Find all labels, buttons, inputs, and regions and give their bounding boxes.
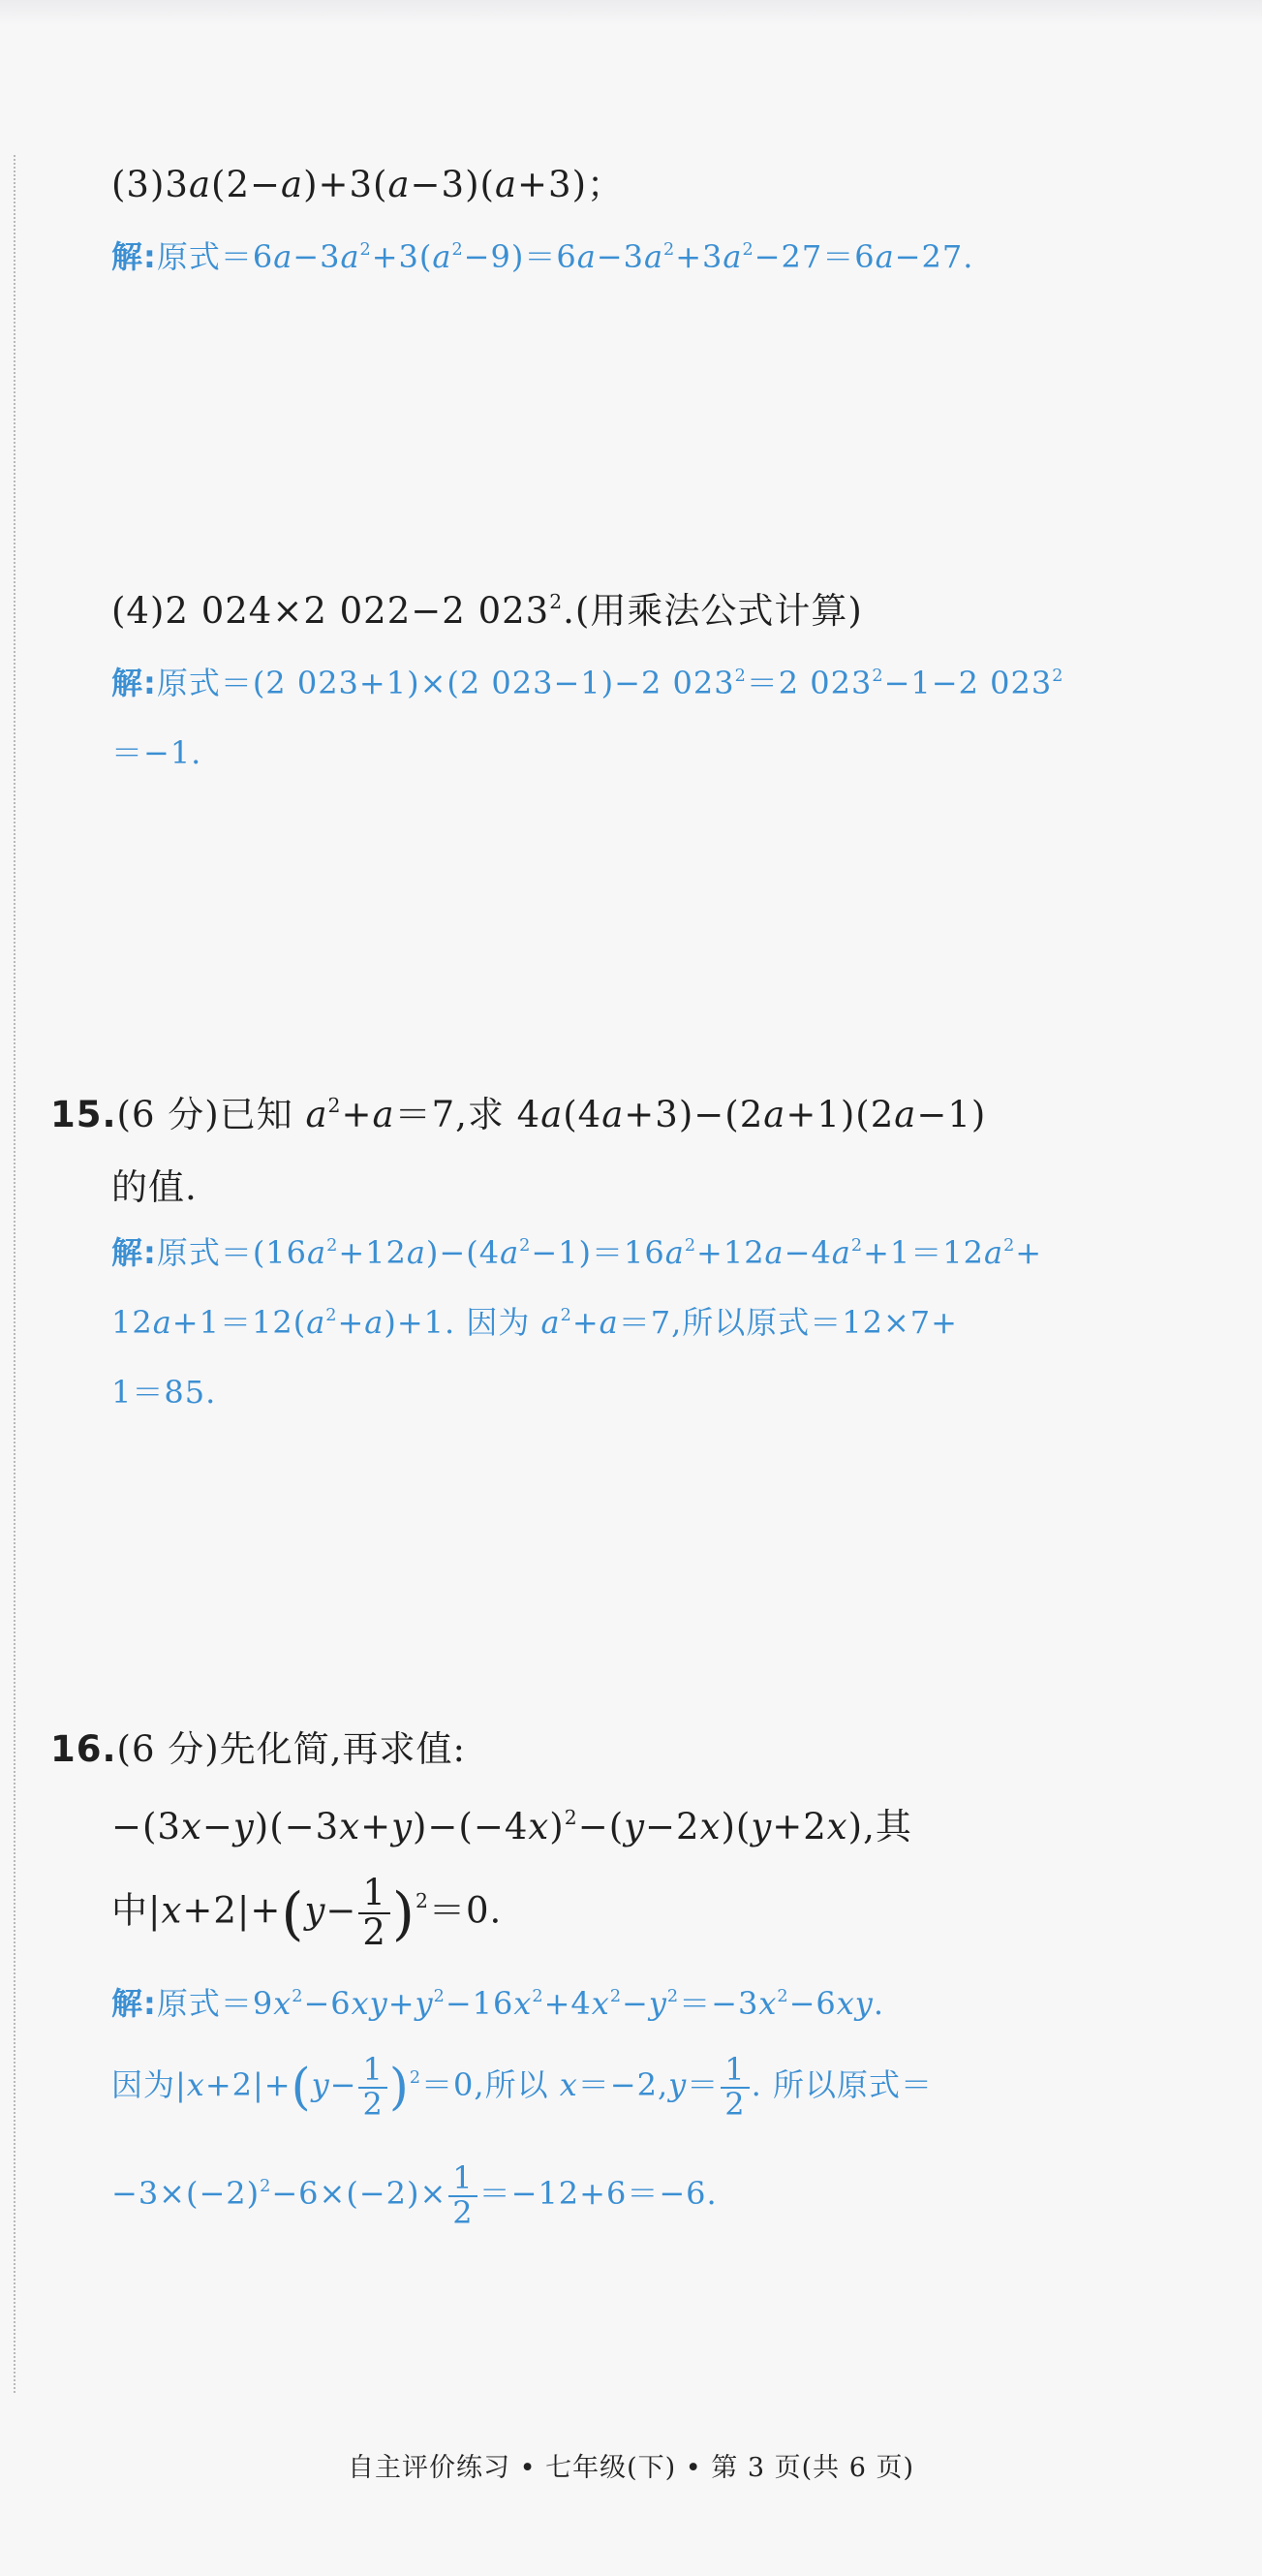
fraction-one-half: $\frac{1}{2}$ xyxy=(448,2162,477,2229)
fraction-one-half: $\frac{1}{2}$ xyxy=(358,2054,386,2121)
answer-label: 解: xyxy=(111,238,157,275)
problem-14-3-question: (3)3a(2−a)+3(a−3)(a+3)； xyxy=(111,164,625,205)
question-number: 15. xyxy=(50,1094,117,1135)
problem-14-4-question: (4)2 024×2 022−2 $023^2$.(用乘法公式计算) xyxy=(111,589,863,632)
problem-15-answer-line2: $12a+1=12(a^2+a)+1$. 因为 $a^2+a=7$,所以原式＝12×7+ xyxy=(111,1304,958,1341)
problem-16-answer-line3: $-3\times(-2)^2-6\times(-2)\times$ $\frac{1}{2}$ ＝−12+6＝−6. xyxy=(111,2159,718,2231)
page-top-edge xyxy=(0,0,1262,25)
answer-label: 解: xyxy=(111,1234,157,1271)
problem-16-question-line3: 中|x+2|+(y− $\frac{1}{2}$ )$^2$＝0. xyxy=(111,1872,503,1953)
problem-14-4-answer-line1: 解:原式＝(2 023+1)×(2 023−1)−2 $023^2=2$ $023^2-1-2$ $023^2$ xyxy=(111,665,1064,701)
binding-dotted-line xyxy=(14,155,15,2393)
problem-14-3-answer: 解:原式$=6a-3a^2+3(a^2-9)=6a-3a^2+3a^2-27=6a-27$. xyxy=(111,238,974,275)
problem-16-answer-line2: 因为|x+2|+(y− $\frac{1}{2}$ )$^2$＝0,所以 x＝−2,y＝ $\frac{1}{2}$ . 所以原式＝ xyxy=(111,2051,933,2123)
problem-15-answer-line1: 解:原式$=(16a^2+12a)-(4a^2-1)=16a^2+12a-4a^2+1=12a^2+$ xyxy=(111,1234,1043,1271)
problem-16-question-text: (6 分)先化简,再求值: xyxy=(116,1728,466,1770)
problem-15-answer-line3: 1＝85. xyxy=(111,1374,217,1411)
problem-14-4-answer-line2: ＝−1. xyxy=(111,734,202,771)
fraction-one-half: $\frac{1}{2}$ xyxy=(358,1875,390,1952)
question-number: 16. xyxy=(50,1728,117,1770)
fraction-one-half: $\frac{1}{2}$ xyxy=(721,2054,749,2121)
problem-15-question-line2: 的值. xyxy=(111,1166,198,1208)
problem-15-question-line1: 15.(6 分)已知 $a^2+a=7$,求 4a(4a+3)−(2a+1)(2a−1) xyxy=(50,1093,987,1135)
problem-16-answer-line1: 解:原式$=9x^2-6xy+y^2-16x^2+4x^2-y^2=-3x^2-6xy$. xyxy=(111,1985,885,2022)
problem-16-question-line2: $-(3x-y)(-3x+y)-(-4x)^2-(y-2x)(y+2x)$,其 xyxy=(111,1805,912,1847)
problem-16-question-line1 xyxy=(50,1720,466,1772)
page-footer: 自主评价练习 • 七年级(下) • 第 3 页(共 6 页) xyxy=(347,2453,914,2483)
answer-label: 解: xyxy=(111,665,157,701)
answer-label: 解: xyxy=(111,1985,157,2022)
